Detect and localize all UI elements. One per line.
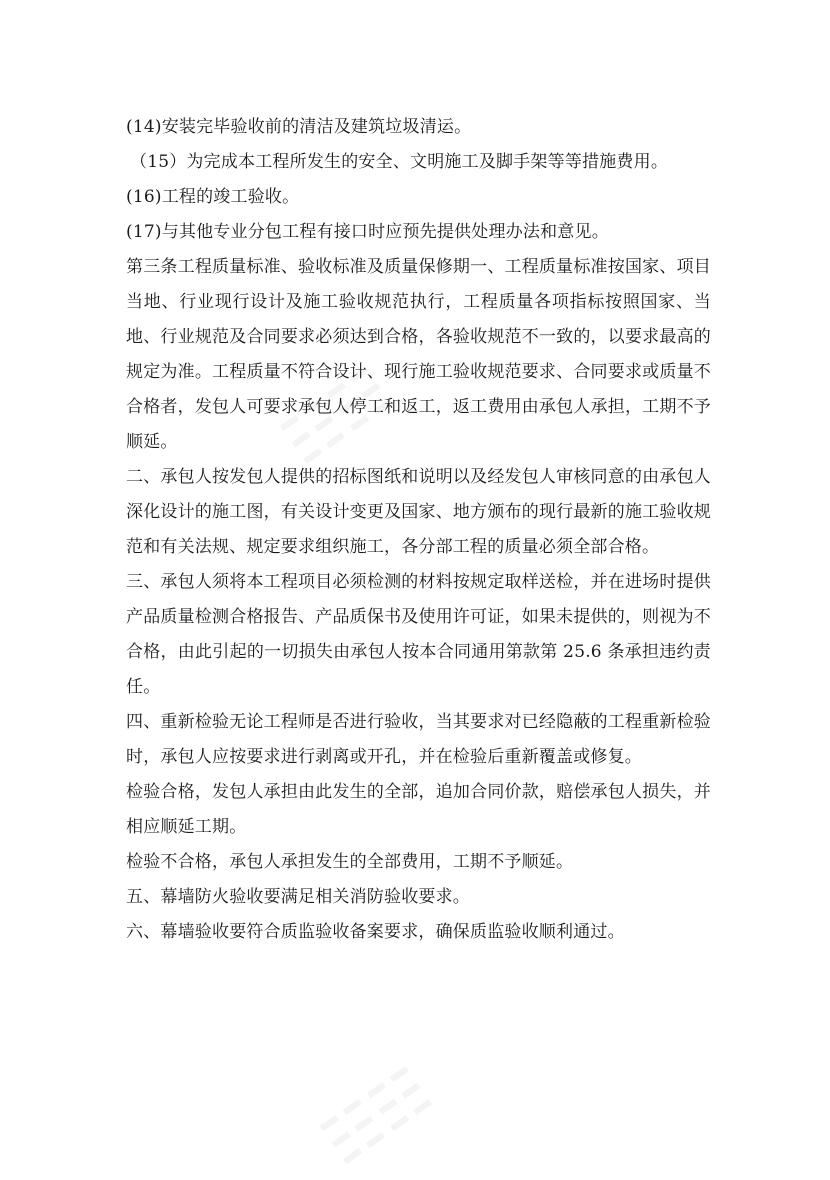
document-body [126, 110, 711, 950]
paragraph-inspection-pass: 检验合格，发包人承担由此发生的全部，追加合同价款，赔偿承包人损失，并相应顺延工期。 [126, 782, 711, 837]
watermark-mark: ☷☷ [309, 1053, 446, 1180]
paragraph-item-17: (17)与其他专业分包工程有接口时应预先提供处理办法和意见。 [126, 222, 609, 242]
paragraph-item-14: (14)安装完毕验收前的清洁及建筑垃圾清运。 [126, 117, 472, 137]
paragraph-section-2: 二、承包人按发包人提供的招标图纸和说明以及经发包人审核同意的由承包人深化设计的施工图，有关设计变更及国家、地方颁布的现行最新的施工验收规范和有关法规、规定要求组织施工，各分部工程的质量必须全部合格。 [126, 467, 711, 557]
paragraph-article-3: 第三条工程质量标准、验收标准及质量保修期一、工程质量标准按国家、项目当地、行业现行设计及施工验收规范执行，工程质量各项指标按照国家、当地、行业规范及合同要求必须达到合格，各验收规范不一致的，以要求最高的规定为准。工程质量不符合设计、现行施工验收规范要求、合同要求或质量不合格者，发包人可要求承包人停工和返工，返工费用由承包人承担，工期不予顺延。 [126, 257, 711, 452]
paragraph-inspection-fail: 检验不合格，承包人承担发生的全部费用，工期不予顺延。 [126, 852, 574, 872]
paragraph-item-15: （15）为完成本工程所发生的安全、文明施工及脚手架等等措施费用。 [130, 152, 669, 172]
watermark-mark: ☷☷ [269, 353, 406, 481]
paragraph-section-5: 五、幕墙防火验收要满足相关消防验收要求。 [126, 887, 470, 907]
paragraph-item-16: (16)工程的竣工验收。 [126, 187, 300, 207]
paragraph-section-4: 四、重新检验无论工程师是否进行验收，当其要求对已经隐蔽的工程重新检验时，承包人应按要求进行剥离或开孔，并在检验后重新覆盖或修复。 [126, 712, 711, 767]
paragraph-section-6: 六、幕墙验收要符合质监验收备案要求，确保质监验收顺利通过。 [126, 922, 625, 942]
paragraph-section-3: 三、承包人须将本工程项目必须检测的材料按规定取样送检，并在进场时提供产品质量检测合格报告、产品质保书及使用许可证，如果未提供的，则视为不合格，由此引起的一切损失由承包人按本合同通用第款第 25.6 条承担违约责任。 [126, 572, 711, 697]
